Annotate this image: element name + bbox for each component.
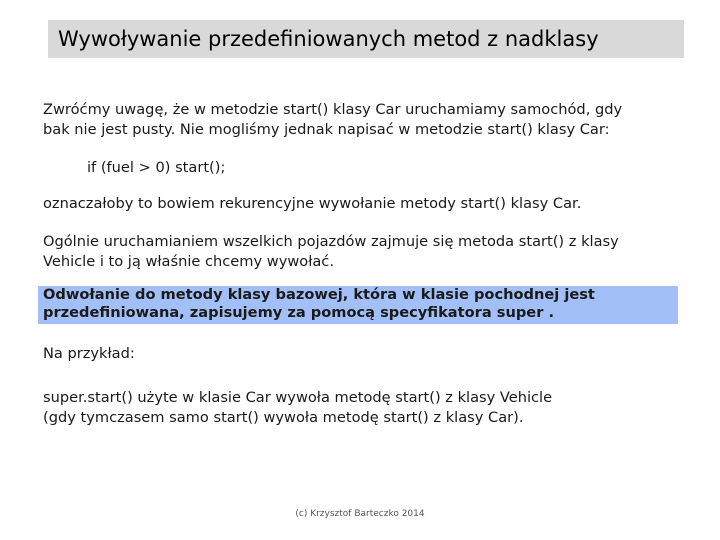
paragraph-example-line-1: super.start() użyte w klasie Car wywoła metodę start() z klasy Vehicle <box>43 389 553 406</box>
paragraph-intro-line-1: Zwróćmy uwagę, że w metodzie start() klasy Car uruchamiamy samochód, gdy <box>43 101 623 118</box>
highlight-line-1: Odwołanie do metody klasy bazowej, która w klasie pochodnej jest <box>43 286 595 303</box>
paragraph-intro <box>43 100 622 140</box>
paragraph-vehicle-line-2: Vehicle i to ją właśnie chcemy wywołać. <box>43 253 334 270</box>
slide-title: Wywoływanie przedefiniowanych metod z nadklasy <box>48 20 684 58</box>
example-label: Na przykład: <box>43 345 135 362</box>
code-snippet: if (fuel > 0) start(); <box>87 159 226 176</box>
highlight-line-2: przedefiniowana, zapisujemy za pomocą specyfikatora super . <box>43 304 555 321</box>
paragraph-vehicle-line-1: Ogólnie uruchamianiem wszelkich pojazdów zajmuje się metoda start() z klasy <box>43 233 619 250</box>
paragraph-example-line-2: (gdy tymczasem samo start() wywoła metodę start() z klasy Car). <box>43 409 524 426</box>
paragraph-example <box>43 388 552 428</box>
paragraph-vehicle <box>43 232 619 272</box>
paragraph-recursion: oznaczałoby to bowiem rekurencyjne wywołanie metody start() klasy Car. <box>43 195 582 212</box>
footer-copyright: (c) Krzysztof Barteczko 2014 <box>295 509 425 519</box>
highlight-box <box>38 286 678 324</box>
paragraph-intro-line-2: bak nie jest pusty. Nie mogliśmy jednak napisać w metodzie start() klasy Car: <box>43 121 610 138</box>
